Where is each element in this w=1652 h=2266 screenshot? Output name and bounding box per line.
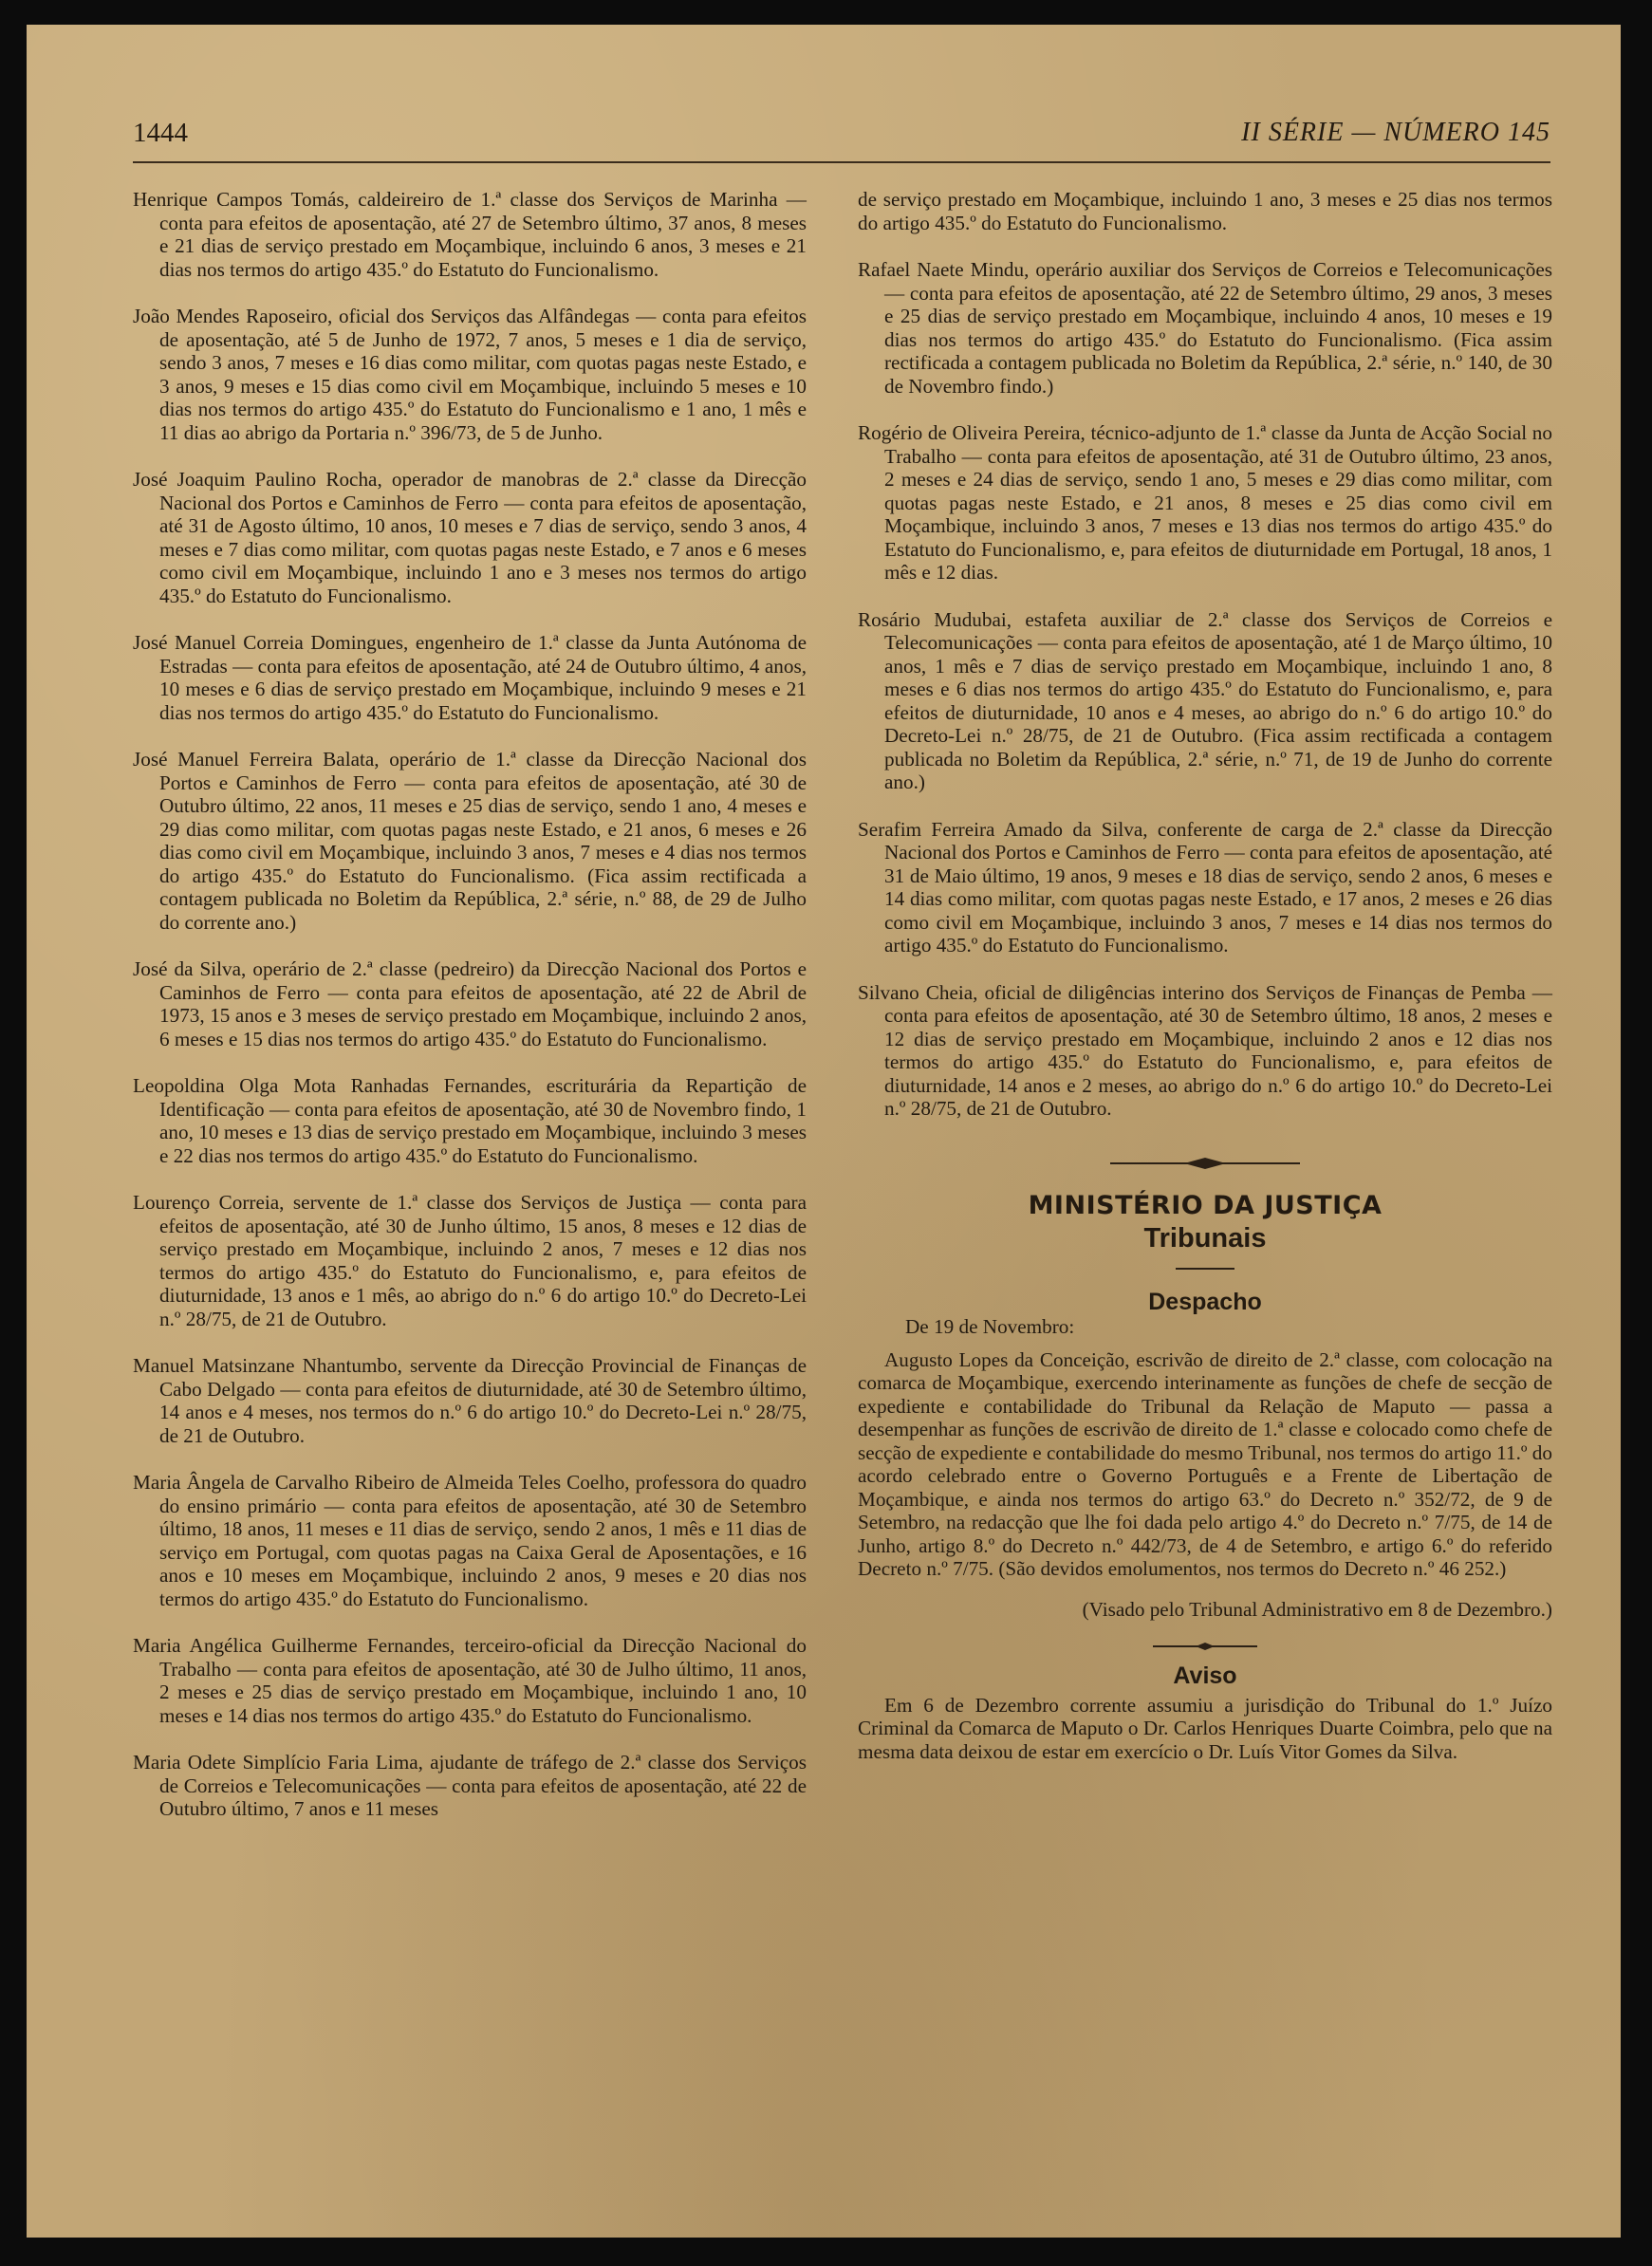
entry: Rafael Naete Mindu, operário auxiliar dos Serviços de Correios e Telecomunicações — conta para efeitos de aposentação, até 22 de Setembro último, 29 anos, 3 meses e 25 dias de serviço prestado em Moçambique, incluindo 4 anos, 10 meses e 19 dias nos termos do artigo 435.º do Estatuto do Funcionalismo. (Fica assim rectificada a contagem publicada no Boletim da República, 2.ª série, n.º 140, de 30 de Novembro findo.)	[858, 258, 1552, 398]
entry: Serafim Ferreira Amado da Silva, conferente de carga de 2.ª classe da Direcção Nacional dos Portos e Caminhos de Ferro — conta para efeitos de aposentação, até 31 de Maio último, 19 anos, 9 meses e 18 dias de serviço, sendo 2 anos, 6 meses e 14 dias como militar, com quotas pagas neste Estado, e 17 anos, 2 meses e 26 dias como civil em Moçambique, incluindo 3 anos, 7 meses e 14 dias nos termos do artigo 435.º do Estatuto do Funcionalismo.	[858, 817, 1552, 957]
entry: Maria Angélica Guilherme Fernandes, terceiro-oficial da Direcção Nacional do Trabalho — conta para efeitos de aposentação, até 30 de Julho último, 11 anos, 2 meses e 25 dias de serviço prestado em Moçambique, incluindo 1 ano, 10 meses e 14 dias nos termos do artigo 435.º do Estatuto do Funcionalismo.	[133, 1634, 807, 1727]
entry: Henrique Campos Tomás, caldeireiro de 1.ª classe dos Serviços de Marinha — conta para efeitos de aposentação, até 27 de Setembro último, 37 anos, 8 meses e 21 dias de serviço prestado em Moçambique, incluindo 6 anos, 3 meses e 21 dias nos termos do artigo 435.º do Estatuto do Funcionalismo.	[133, 188, 807, 281]
visado-note: (Visado pelo Tribunal Administrativo em 8 de Dezembro.)	[1082, 1597, 1552, 1621]
entry: João Mendes Raposeiro, oficial dos Serviços das Alfândegas — conta para efeitos de aposentação, até 5 de Junho de 1972, 7 anos, 5 meses e 1 dia de serviço, sendo 3 anos, 7 meses e 16 dias como militar, com quotas pagas neste Estado, e 3 anos, 9 meses e 15 dias como civil em Moçambique, incluindo 5 meses e 10 dias nos termos do artigo 435.º do Estatuto do Funcionalismo e 1 ano, 1 mês e 11 dias ao abrigo da Portaria n.º 396/73, de 5 de Junho.	[133, 305, 807, 444]
right-column	[858, 188, 1552, 1763]
entry: Rosário Mudubai, estafeta auxiliar de 2.ª classe dos Serviços de Correios e Telecomunicações — conta para efeitos de aposentação, até 1 de Março último, 10 anos, 1 mês e 7 dias de serviço prestado em Moçambique, incluindo 1 ano, 8 meses e 6 dias nos termos do artigo 435.º do Estatuto do Funcionalismo, e, para efeitos de diuturnidade, 10 anos e 4 meses, ao abrigo do n.º 6 do artigo 10.º do Decreto-Lei n.º 28/75, de 21 de Outubro. (Fica assim rectificada a contagem publicada no Boletim da República, 2.ª série, n.º 71, de 19 de Junho do corrente ano.)	[858, 607, 1552, 793]
aviso-text: Em 6 de Dezembro corrente assumiu a jurisdição do Tribunal do 1.º Juízo Criminal da Comarca de Maputo o Dr. Carlos Henriques Duarte Coimbra, pelo que na mesma data deixou de estar em exercício o Dr. Luís Vitor Gomes da Silva.	[858, 1693, 1552, 1763]
entry-continued: de serviço prestado em Moçambique, incluindo 1 ano, 3 meses e 25 dias nos termos do artigo 435.º do Estatuto do Funcionalismo.	[858, 188, 1552, 234]
entry: Lourenço Correia, servente de 1.ª classe dos Serviços de Justiça — conta para efeitos de aposentação, até 30 de Junho último, 15 anos, 8 meses e 12 dias de serviço prestado em Moçambique, incluindo 2 anos, 7 meses e 12 dias nos termos do artigo 435.º do Estatuto do Funcionalismo, e, para efeitos de diuturnidade, 13 anos e 1 mês, ao abrigo do n.º 6 do artigo 10.º do Decreto-Lei n.º 28/75, de 21 de Outubro.	[133, 1191, 807, 1330]
despacho-heading: Despacho	[1148, 1288, 1262, 1315]
ornamental-divider	[858, 1642, 1552, 1651]
page-header	[133, 110, 1550, 163]
aviso-heading: Aviso	[1173, 1662, 1237, 1689]
left-column	[133, 188, 807, 1845]
gazette-page	[27, 25, 1621, 2238]
entry: José da Silva, operário de 2.ª classe (pedreiro) da Direcção Nacional dos Portos e Caminhos de Ferro — conta para efeitos de aposentação, até 22 de Abril de 1973, 15 anos e 3 meses de serviço prestado em Moçambique, incluindo 2 anos, 6 meses e 15 dias nos termos do artigo 435.º do Estatuto do Funcionalismo.	[133, 957, 807, 1050]
despacho-text: Augusto Lopes da Conceição, escrivão de direito de 2.ª classe, com colocação na comarca de Moçambique, exercendo interinamente as funções de chefe de secção de expediente e contabilidade do Tribunal da Relação de Maputo — passa a desempenhar as funções de escrivão de direito de 1.ª classe e colocado como chefe de secção de expediente e contabilidade do mesmo Tribunal, nos termos do artigo 11.º do acordo celebrado entre o Governo Português e a Frente de Libertação de Moçambique, e ainda nos termos do artigo 63.º do Decreto n.º 352/72, de 9 de Setembro, na redacção que lhe foi dada pelo artigo 4.º do Decreto n.º 7/75, de 14 de Junho, artigo 8.º do Decreto n.º 442/73, de 4 de Setembro, e artigo 6.º do referido Decreto n.º 7/75. (São devidos emolumentos, nos termos do Decreto n.º 46 252.)	[858, 1347, 1552, 1580]
entry: José Manuel Ferreira Balata, operário de 1.ª classe da Direcção Nacional dos Portos e Caminhos de Ferro — conta para efeitos de aposentação, até 30 de Outubro último, 22 anos, 11 meses e 25 dias de serviço, sendo 1 ano, 4 meses e 29 dias como militar, com quotas pagas neste Estado, e 21 anos, 6 meses e 26 dias como civil em Moçambique, incluindo 3 anos, 7 meses e 4 dias nos termos do artigo 435.º do Estatuto do Funcionalismo. (Fica assim rectificada a contagem publicada no Boletim da República, 2.ª série, n.º 88, de 29 de Julho do corrente ano.)	[133, 748, 807, 934]
entry: Rogério de Oliveira Pereira, técnico-adjunto de 1.ª classe da Junta de Acção Social no Trabalho — conta para efeitos de aposentação, até 31 de Outubro último, 23 anos, 2 meses e 24 dias de serviço, sendo 1 ano, 5 meses e 29 dias como militar, com quotas pagas neste Estado, e 21 anos, 8 meses e 25 dias como civil em Moçambique, incluindo 3 anos, 7 meses e 13 dias nos termos do artigo 435.º do Estatuto do Funcionalismo, e, para efeitos de diuturnidade em Portugal, 18 anos, 1 mês e 12 dias.	[858, 421, 1552, 584]
page-number: 1444	[133, 118, 188, 148]
entry: Maria Ângela de Carvalho Ribeiro de Almeida Teles Coelho, professora do quadro do ensino primário — conta para efeitos de aposentação, até 30 de Setembro último, 18 anos, 11 meses e 11 dias de serviço, sendo 2 anos, 1 mês e 11 dias de serviço em Portugal, com quotas pagas na Caixa Geral de Aposentações, e 16 anos e 10 meses em Moçambique, incluindo 2 anos, 9 meses e 20 dias nos termos do artigo 435.º do Estatuto do Funcionalismo.	[133, 1471, 807, 1610]
entry: Maria Odete Simplício Faria Lima, ajudante de tráfego de 2.ª classe dos Serviços de Correios e Telecomunicações — conta para efeitos de aposentação, até 22 de Outubro último, 7 anos e 11 meses	[133, 1751, 807, 1820]
entry: Silvano Cheia, oficial de diligências interino dos Serviços de Finanças de Pemba — conta para efeitos de aposentação, até 30 de Setembro último, 18 anos, 2 meses e 12 dias de serviço prestado em Moçambique, incluindo 2 anos e 12 dias nos termos do artigo 435.º do Estatuto do Funcionalismo, e, para efeitos de diuturnidade, 14 anos e 2 meses, ao abrigo do n.º 6 do artigo 10.º do Decreto-Lei n.º 28/75, de 21 de Outubro.	[858, 980, 1552, 1120]
series-number: II SÉRIE — NÚMERO 145	[1241, 118, 1550, 147]
entry: Leopoldina Olga Mota Ranhadas Fernandes, escriturária da Repartição de Identificação — conta para efeitos de aposentação, até 30 de Novembro findo, 1 ano, 10 meses e 13 dias de serviço prestado em Moçambique, incluindo 3 meses e 22 dias nos termos do artigo 435.º do Estatuto do Funcionalismo.	[133, 1074, 807, 1167]
ornamental-divider	[858, 1157, 1552, 1170]
short-rule	[1176, 1268, 1234, 1270]
ministry-title: MINISTÉRIO DA JUSTIÇA	[1028, 1190, 1383, 1220]
entry: José Joaquim Paulino Rocha, operador de manobras de 2.ª classe da Direcção Nacional dos Portos e Caminhos de Ferro — conta para efeitos de aposentação, até 31 de Agosto último, 10 anos, 10 meses e 7 dias de serviço, sendo 3 anos, 4 meses e 7 dias como militar, com quotas pagas neste Estado, e 7 anos e 6 meses como civil em Moçambique, incluindo 1 ano e 3 meses nos termos do artigo 435.º do Estatuto do Funcionalismo.	[133, 468, 807, 607]
entry: José Manuel Correia Domingues, engenheiro de 1.ª classe da Junta Autónoma de Estradas — conta para efeitos de aposentação, até 24 de Outubro último, 4 anos, 10 meses e 6 dias de serviço prestado em Moçambique, incluindo 9 meses e 21 dias nos termos do artigo 435.º do Estatuto do Funcionalismo.	[133, 631, 807, 724]
entry: Manuel Matsinzane Nhantumbo, servente da Direcção Provincial de Finanças de Cabo Delgado — conta para efeitos de diuturnidade, até 30 de Setembro último, 14 anos e 4 meses, nos termos do n.º 6 do artigo 10.º do Decreto-Lei n.º 28/75, de 21 de Outubro.	[133, 1354, 807, 1447]
despacho-date: De 19 de Novembro:	[905, 1315, 1075, 1338]
section-title: Tribunais	[1143, 1223, 1267, 1254]
